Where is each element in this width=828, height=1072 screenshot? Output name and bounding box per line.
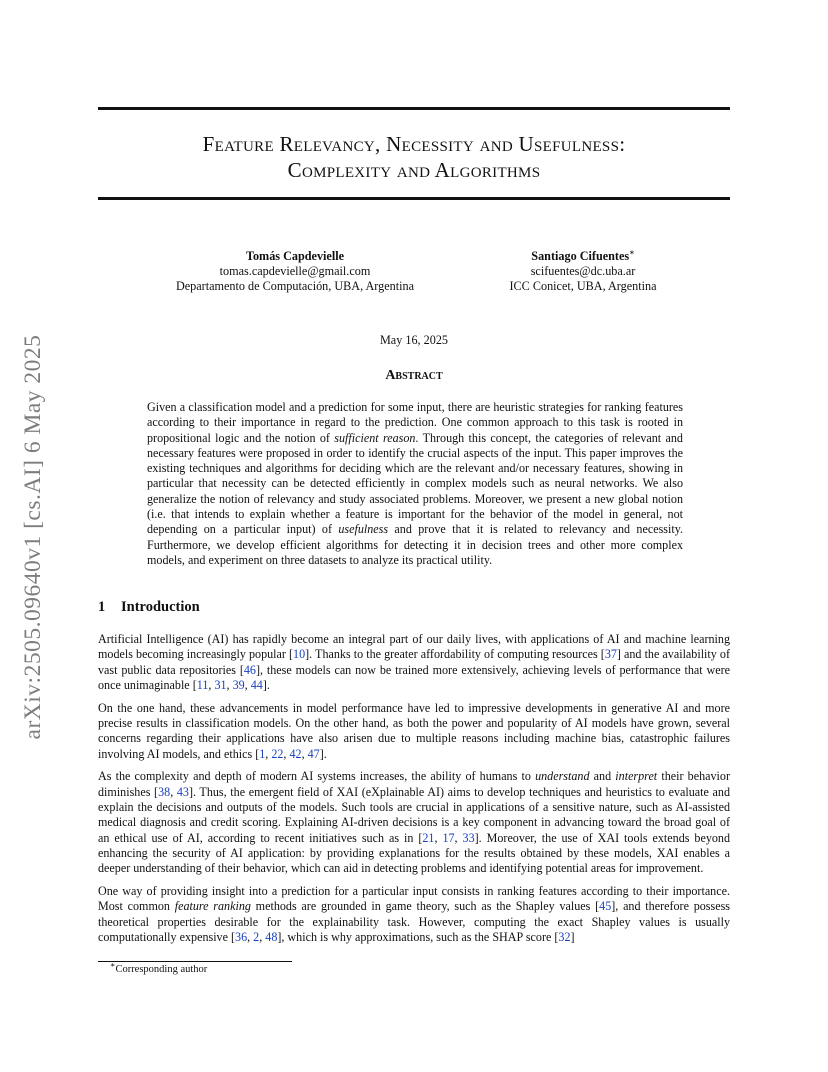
- citation-link[interactable]: 46: [243, 662, 256, 677]
- paragraph-3: [98, 769, 730, 876]
- text-run: their behavior diminishes [: [98, 769, 730, 799]
- citation-link[interactable]: 42: [289, 746, 302, 761]
- text-run: ] and the availability of vast public data repositories [: [98, 647, 730, 677]
- author-email: scifuentes@dc.uba.ar: [530, 264, 636, 278]
- footnote-rule: [98, 961, 292, 962]
- text-run: ,: [226, 677, 233, 692]
- emphasis-text: sufficient reason: [334, 430, 416, 445]
- text-run: ,: [247, 929, 254, 944]
- section-title: Introduction: [121, 599, 200, 615]
- section-heading: [98, 599, 200, 616]
- citation-link[interactable]: 37: [604, 647, 617, 662]
- paragraph-1: [98, 632, 730, 693]
- footnote-text: Corresponding author: [115, 964, 208, 975]
- title-rule-bottom: [98, 197, 730, 200]
- paper-date: May 16, 2025: [379, 333, 449, 347]
- text-run: and prove that it is related to relevancy and necessity. Furthermore, we develop efficient algorithms for detecting it in decision trees and other more complex models, and experiment on three datasets to analyze its practical utility.: [147, 522, 683, 567]
- title-line-1: Feature Relevancy, Necessity and Usefulness:: [202, 132, 626, 156]
- paper-title: [98, 131, 730, 183]
- author-affiliation: Departamento de Computación, UBA, Argentina: [175, 279, 415, 293]
- emphasis-text: understand: [535, 769, 590, 784]
- abstract-text: [147, 400, 683, 568]
- text-run: ]. Thanks to the greater affordability of computing resources [: [305, 647, 605, 662]
- text-run: ], these models can now be trained more extensively, achieving levels of performance that were once unimaginable [: [98, 662, 730, 692]
- footnote-mark: ∗: [110, 960, 116, 970]
- citation-link[interactable]: 22: [271, 746, 284, 761]
- author-name-text: Santiago Cifuentes: [531, 249, 630, 263]
- text-run: Artificial Intelligence (AI) has rapidly become an integral part of our daily lives, with applications of AI and machine learning models becoming increasingly popular [: [98, 632, 730, 662]
- author-block-1: [150, 249, 440, 294]
- text-run: On the one hand, these advancements in model performance have led to impressive developments in generative AI and more precise results in classification models. On the other hand, as both the power and popularity of AI models have grown, several concerns regarding their applications have also arisen due to multiple reasons including machine bias, catastrophic failures involving AI models, and ethics [: [98, 700, 730, 761]
- citation-link[interactable]: 11: [196, 677, 209, 692]
- text-run: and: [589, 769, 616, 784]
- emphasis-text: feature ranking: [174, 899, 251, 914]
- author-name: [478, 249, 688, 264]
- abstract-heading: Abstract: [385, 368, 443, 383]
- text-run: ,: [244, 677, 251, 692]
- footnote: [110, 960, 208, 975]
- citation-link[interactable]: 44: [250, 677, 263, 692]
- text-run: . Through this concept, the categories of relevant and necessary features were proposed in order to identify the crucial aspects of the input. This paper improves the existing techniques and algorithms for deciding which are the relevant and/or necessary features, showing in particular that necessity can be detected efficiently in complex models such as neural networks. We also generalize the notion of relevancy and study associated problems. Moreover, we present a new global notion (i.e. that intends to explain whether a feature is important for the behavior of the model in general, not depending on a particular input) of: [147, 430, 683, 537]
- citation-link[interactable]: 48: [265, 929, 278, 944]
- author-affiliation: ICC Conicet, UBA, Argentina: [509, 279, 657, 293]
- citation-link[interactable]: 1: [259, 746, 266, 761]
- citation-link[interactable]: 38: [158, 784, 171, 799]
- text-run: ,: [265, 746, 272, 761]
- text-run: ,: [301, 746, 308, 761]
- citation-link[interactable]: 2: [253, 929, 260, 944]
- title-line-2: Complexity and Algorithms: [287, 158, 541, 182]
- citation-link[interactable]: 39: [232, 677, 245, 692]
- section-number: 1: [98, 599, 106, 615]
- section-body: [98, 632, 730, 953]
- text-run: methods are grounded in game theory, such as the Shapley values [: [250, 899, 600, 914]
- text-run: One way of providing insight into a prediction for a particular input consists in ranking features according to their importance. Most common: [98, 883, 730, 914]
- emphasis-text: interpret: [615, 769, 658, 784]
- text-run: ]. Thus, the emergent field of XAI (eXplainable AI) aims to develop techniques and heuristics to evaluate and explain the decisions and outputs of the models. Such tools are crucial in applications of a sensitive nature, such as AI-assisted medical diagnosis and credit scoring. Explaining AI-driven decisions is a key component in advancing toward the broad goal of an ethical use of AI, according to recent initiatives such as in [: [98, 784, 731, 845]
- text-run: ,: [454, 830, 463, 845]
- text-run: ,: [434, 830, 443, 845]
- corresponding-author-mark: ∗: [629, 247, 635, 257]
- text-run: ], which is why approximations, such as the SHAP score [: [277, 929, 559, 944]
- arxiv-stamp: arXiv:2505.09640v1 [cs.AI] 6 May 2025: [20, 334, 46, 740]
- emphasis-text: usefulness: [338, 522, 389, 537]
- citation-link[interactable]: 45: [599, 899, 612, 914]
- author-name: [150, 249, 440, 264]
- text-run: ,: [283, 746, 290, 761]
- author-email: tomas.capdevielle@gmail.com: [219, 264, 371, 278]
- citation-link[interactable]: 31: [214, 677, 227, 692]
- citation-link[interactable]: 32: [558, 929, 571, 944]
- citation-link[interactable]: 43: [176, 784, 189, 799]
- text-run: As the complexity and depth of modern AI systems increases, the ability of humans to: [98, 769, 536, 784]
- paragraph-2: [98, 701, 730, 762]
- text-run: ].: [262, 677, 270, 692]
- title-rule-top: [98, 107, 730, 110]
- text-run: ]: [570, 929, 575, 944]
- text-run: Given a classification model and a prediction for some input, there are heuristic strategies for ranking features according to their importance in regard to the prediction. One common approach to this task is rooted in propositional logic and the notion of: [147, 400, 683, 445]
- author-block-2: [478, 249, 688, 294]
- citation-link[interactable]: 47: [307, 746, 320, 761]
- text-run: ,: [259, 929, 266, 944]
- text-run: ].: [319, 746, 327, 761]
- text-run: ], and therefore possess theoretical properties desirable for the explainability task. However, computing the exact Shapley values is usually computationally expensive [: [98, 899, 730, 944]
- citation-link[interactable]: 21: [422, 830, 435, 845]
- paragraph-4: [98, 884, 730, 945]
- author-name-text: Tomás Capdevielle: [245, 249, 345, 263]
- text-run: ]. Moreover, the use of XAI tools extends beyond enhancing the security of AI application: by providing explanations for the results obtained by these models, XAI enables a deeper understanding of their behavior, which can aid in detecting problems and identifying potential areas for improvement.: [98, 830, 731, 876]
- text-run: ,: [170, 784, 177, 799]
- text-run: ,: [208, 677, 215, 692]
- citation-link[interactable]: 33: [462, 830, 475, 845]
- citation-link[interactable]: 17: [442, 830, 455, 845]
- citation-link[interactable]: 10: [293, 647, 306, 662]
- citation-link[interactable]: 36: [235, 929, 248, 944]
